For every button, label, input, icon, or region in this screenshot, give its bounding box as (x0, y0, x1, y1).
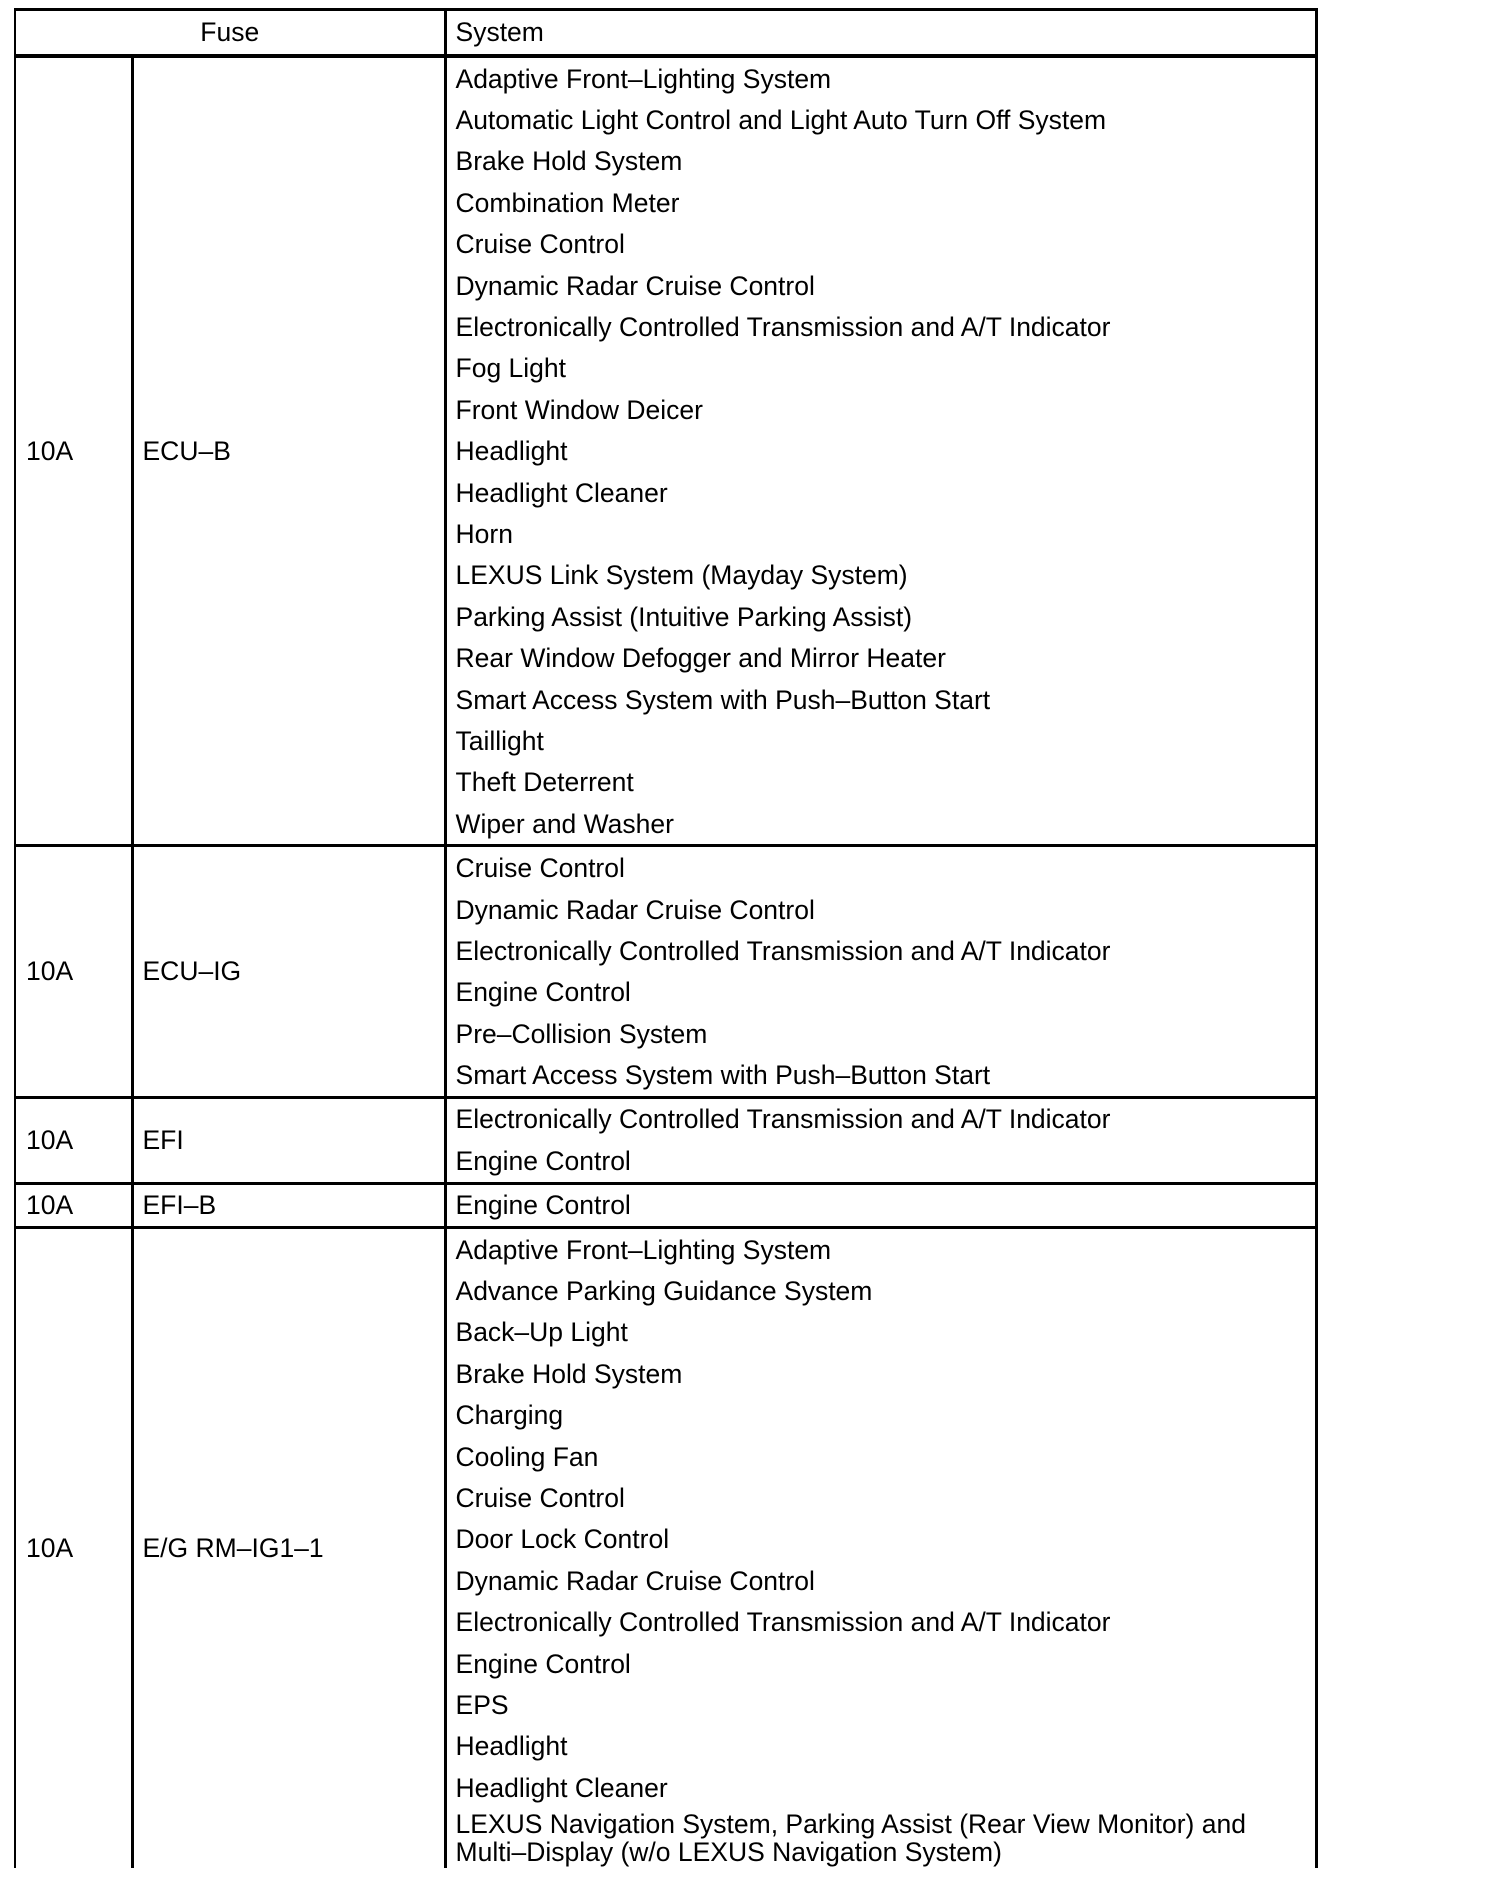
system-cell: Door Lock Control (445, 1519, 1316, 1560)
table-row (15, 1097, 1316, 1140)
system-cell: Engine Control (445, 1140, 1316, 1183)
fuse-table (14, 8, 1318, 1868)
system-cell: Engine Control (445, 1183, 1316, 1227)
fuse-column-header: Fuse (15, 10, 445, 57)
system-cell: Rear Window Defogger and Mirror Heater (445, 637, 1316, 678)
system-cell-line: Multi–Display (w/o LEXUS Navigation System) (455, 1837, 1002, 1868)
fuse-name: ECU–IG (132, 846, 445, 1097)
system-cell: Headlight (445, 1726, 1316, 1767)
system-cell: Electronically Controlled Transmission and A/T Indicator (445, 1601, 1316, 1642)
system-cell: Engine Control (445, 1643, 1316, 1684)
table-row (15, 846, 1316, 889)
fuse-name: EFI (132, 1097, 445, 1183)
table-body (15, 56, 1316, 1868)
fuse-amperage: 10A (15, 56, 132, 846)
system-cell: EPS (445, 1684, 1316, 1725)
fuse-amperage: 10A (15, 846, 132, 1097)
system-cell: Brake Hold System (445, 141, 1316, 182)
table-row (15, 56, 1316, 99)
system-cell: Taillight (445, 720, 1316, 761)
system-cell: Cruise Control (445, 1477, 1316, 1518)
system-cell: Adaptive Front–Lighting System (445, 1227, 1316, 1270)
system-cell: Dynamic Radar Cruise Control (445, 265, 1316, 306)
table-row (15, 1227, 1316, 1270)
system-cell: Smart Access System with Push–Button Start (445, 1054, 1316, 1097)
system-cell: Back–Up Light (445, 1312, 1316, 1353)
system-cell: Horn (445, 513, 1316, 554)
system-cell: LEXUS Link System (Mayday System) (445, 555, 1316, 596)
system-cell: Electronically Controlled Transmission and A/T Indicator (445, 930, 1316, 971)
table-header-row (15, 10, 1316, 57)
system-cell: Brake Hold System (445, 1353, 1316, 1394)
system-cell: Theft Deterrent (445, 762, 1316, 803)
system-cell: Adaptive Front–Lighting System (445, 56, 1316, 99)
system-cell: Headlight Cleaner (445, 1767, 1316, 1808)
system-cell: Electronically Controlled Transmission and A/T Indicator (445, 306, 1316, 347)
system-cell: Engine Control (445, 972, 1316, 1013)
system-cell: Advance Parking Guidance System (445, 1270, 1316, 1311)
fuse-amperage: 10A (15, 1183, 132, 1227)
system-cell: Front Window Deicer (445, 389, 1316, 430)
system-cell: Wiper and Washer (445, 803, 1316, 846)
system-cell: Headlight Cleaner (445, 472, 1316, 513)
table-row (15, 1183, 1316, 1227)
system-cell: Automatic Light Control and Light Auto Turn Off System (445, 99, 1316, 140)
system-column-header: System (445, 10, 1316, 57)
system-cell: Dynamic Radar Cruise Control (445, 1560, 1316, 1601)
system-cell: Charging (445, 1395, 1316, 1436)
system-cell: Combination Meter (445, 182, 1316, 223)
system-cell: Pre–Collision System (445, 1013, 1316, 1054)
system-cell: Cruise Control (445, 224, 1316, 265)
system-cell: Cooling Fan (445, 1436, 1316, 1477)
fuse-amperage: 10A (15, 1097, 132, 1183)
system-cell: Dynamic Radar Cruise Control (445, 889, 1316, 930)
fuse-name: E/G RM–IG1–1 (132, 1227, 445, 1868)
system-cell-line: LEXUS Navigation System, Parking Assist (Rear View Monitor) and (455, 1809, 1246, 1840)
system-cell: Headlight (445, 431, 1316, 472)
system-cell: Fog Light (445, 348, 1316, 389)
fuse-amperage: 10A (15, 1227, 132, 1868)
fuse-name: ECU–B (132, 56, 445, 846)
system-cell: Cruise Control (445, 846, 1316, 889)
system-cell: Parking Assist (Intuitive Parking Assist) (445, 596, 1316, 637)
system-cell: Smart Access System with Push–Button Start (445, 679, 1316, 720)
fuse-name: EFI–B (132, 1183, 445, 1227)
system-cell: Electronically Controlled Transmission and A/T Indicator (445, 1097, 1316, 1140)
system-cell (445, 1808, 1316, 1868)
